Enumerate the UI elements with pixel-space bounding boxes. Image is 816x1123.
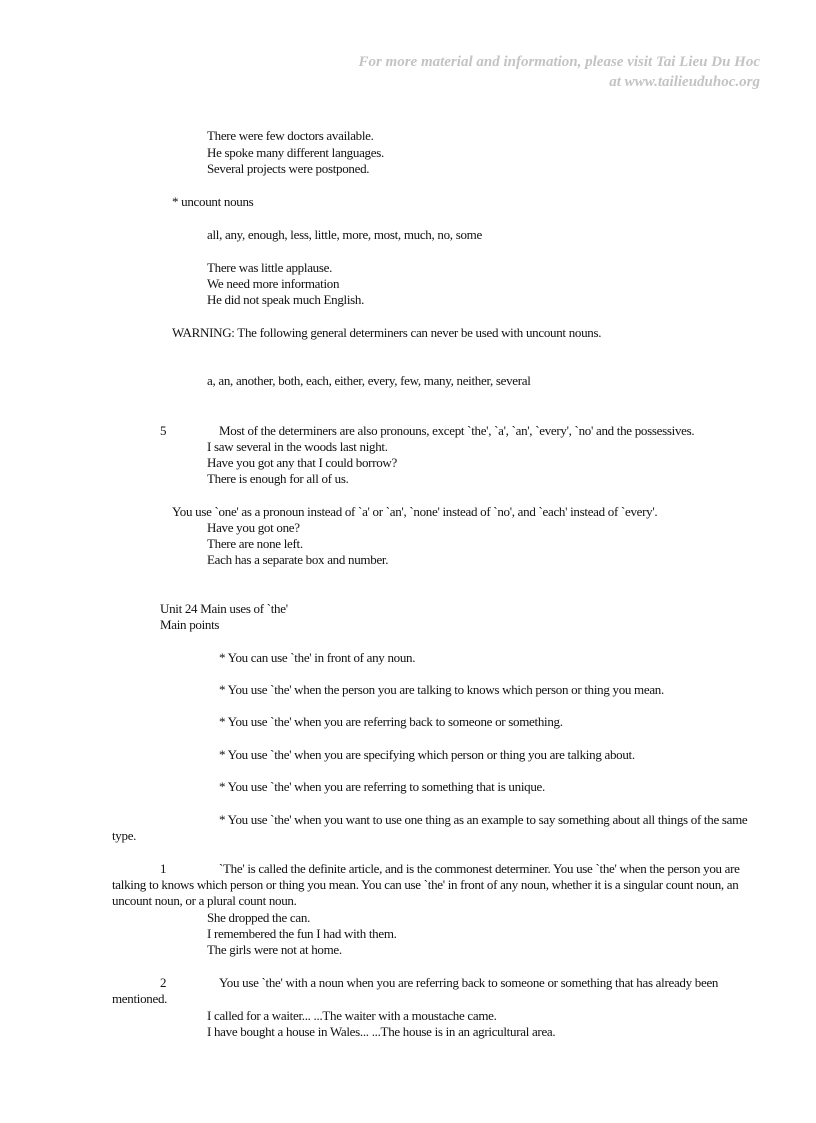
example-line: He did not speak much English. [207, 292, 365, 307]
unit-title: Unit 24 Main uses of `the' [160, 601, 288, 616]
example-line: The girls were not at home. [207, 942, 342, 957]
section-text: You use `the' with a noun when you are referring back to someone or something that has already been mentioned. [112, 975, 719, 1006]
section-text: `The' is called the definite article, and is the commonest determiner. You use `the' when the person you are talking to knows which person or thing you mean. You can use `the' in front of any noun, whether it is a singular count noun, an uncount noun, or a plural count noun. [112, 861, 740, 908]
main-point: * You use `the' when you are referring to something that is unique. [219, 779, 545, 794]
section-number: 1 [160, 861, 167, 876]
main-point: * You use `the' when you are specifying which person or thing you are talking about. [219, 747, 635, 762]
main-point: * You can use `the' in front of any noun. [219, 650, 416, 665]
note-text: You use `one' as a pronoun instead of `a' or `an', `none' instead of `no', and `each' instead of `every'. [172, 504, 658, 519]
warning-list: a, an, another, both, each, either, every, few, many, neither, several [207, 373, 531, 388]
example-line: There was little applause. [207, 260, 333, 275]
uncount-heading: * uncount nouns [172, 194, 254, 209]
example-line: Several projects were postponed. [207, 161, 370, 176]
unit-subtitle: Main points [160, 617, 220, 632]
main-point: * You use `the' when you are referring back to someone or something. [219, 714, 563, 729]
example-line: We need more information [207, 276, 340, 291]
example-line: I have bought a house in Wales... ...The house is in an agricultural area. [207, 1024, 556, 1039]
example-line: Each has a separate box and number. [207, 552, 389, 567]
example-line: There were few doctors available. [207, 128, 374, 143]
section-number: 2 [160, 975, 167, 990]
example-line: There are none left. [207, 536, 303, 551]
main-point: * You use `the' when the person you are talking to knows which person or thing you mean. [219, 682, 664, 697]
site-header [358, 52, 760, 92]
example-line: I saw several in the woods last night. [207, 439, 388, 454]
point-text: Most of the determiners are also pronouns, except `the', `a', `an', `every', `no' and the possessives. [219, 423, 695, 438]
warning-text: WARNING: The following general determiners can never be used with uncount nouns. [172, 325, 602, 340]
example-line: Have you got one? [207, 520, 300, 535]
header-line-2: at www.tailieuduhoc.org [609, 74, 760, 90]
example-line: She dropped the can. [207, 910, 311, 925]
example-line: There is enough for all of us. [207, 471, 349, 486]
example-line: He spoke many different languages. [207, 145, 384, 160]
main-point: * You use `the' when you want to use one thing as an example to say something about all things of the same type. [112, 812, 748, 843]
point-number: 5 [160, 423, 167, 438]
example-line: I called for a waiter... ...The waiter with a moustache came. [207, 1008, 497, 1023]
header-line-1: For more material and information, please visit Tai Lieu Du Hoc [358, 54, 760, 70]
example-line: I remembered the fun I had with them. [207, 926, 397, 941]
example-line: Have you got any that I could borrow? [207, 455, 397, 470]
determiner-list: all, any, enough, less, little, more, most, much, no, some [207, 227, 482, 242]
